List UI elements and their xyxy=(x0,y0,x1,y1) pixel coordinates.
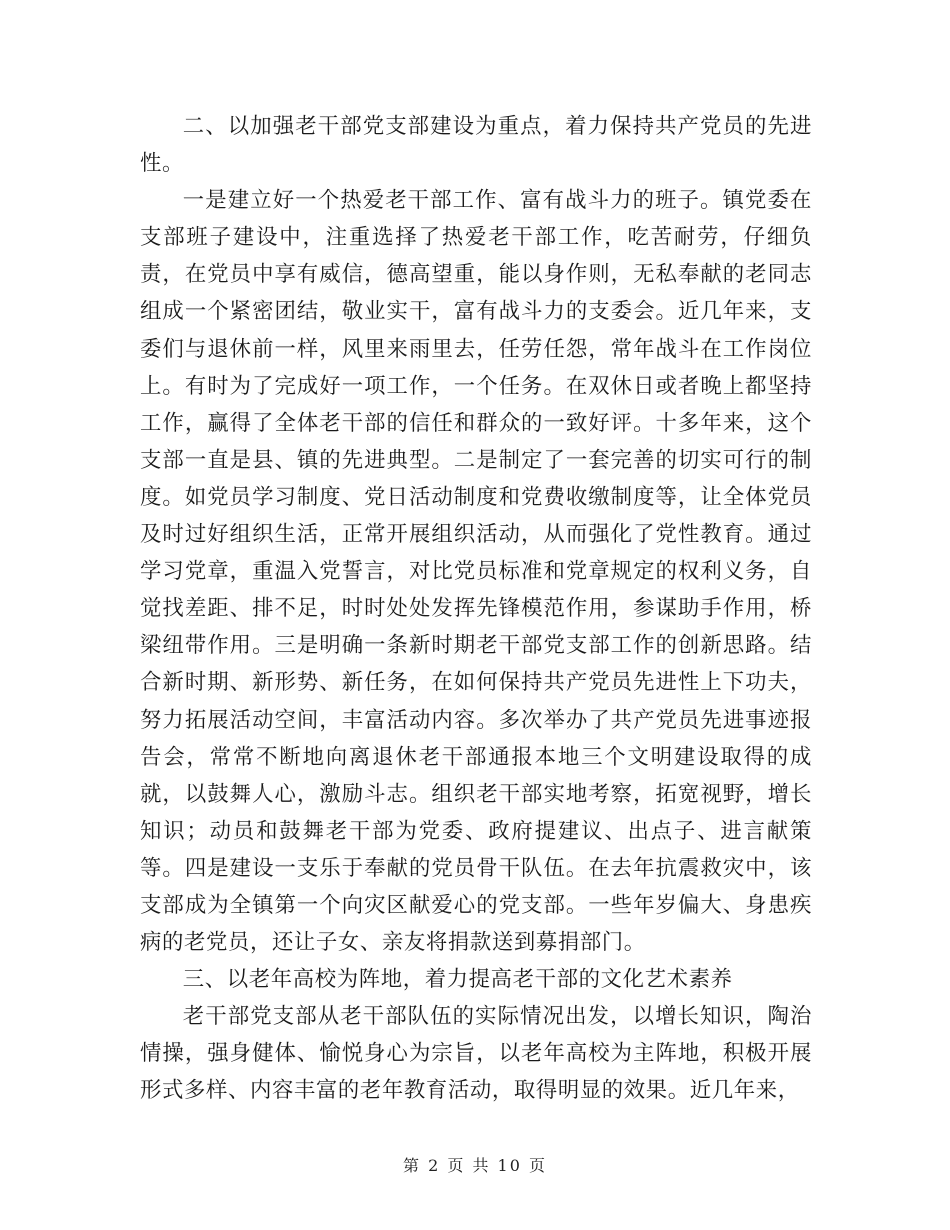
body-paragraph: 老干部党支部从老干部队伍的实际情况出发，以增长知识，陶治情操，强身健体、愉悦身心为宗旨，以老年高校为主阵地，积极开展形式多样、内容丰富的老年教育活动，取得明显的效果。近几年来， xyxy=(140,1004,812,1104)
page-number: 第 2 页 共 10 页 xyxy=(403,1156,547,1175)
body-paragraph: 一是建立好一个热爱老干部工作、富有战斗力的班子。镇党委在支部班子建设中，注重选择了热爱老干部工作，吃苦耐劳，仔细负责，在党员中享有威信，德高望重，能以身作则，无私奉献的老同志组成一个紧密团结，敬业实干，富有战斗力的支委会。近几年来，支委们与退休前一样，风里来雨里去，任劳任怨，常年战斗在工作岗位上。有时为了完成好一项工作，一个任务。在双休日或者晚上都坚持工作，赢得了全体老干部的信任和群众的一致好评。十多年来，这个支部一直是县、镇的先进典型。二是制定了一套完善的切实可行的制度。如党员学习制度、党日活动制度和党费收缴制度等，让全体党员及时过好组织生活，正常开展组织活动，从而强化了党性教育。通过学习党章，重温入党誓言，对比党员标准和党章规定的权利义务，自觉找差距、排不足，时时处处发挥先锋模范作用，参谋助手作用，桥梁纽带作用。三是明确一条新时期老干部党支部工作的创新思路。结合新时期、新形势、新任务，在如何保持共产党员先进性上下功夫，努力拓展活动空间，丰富活动内容。多次举办了共产党员先进事迹报告会，常常不断地向离退休老干部通报本地三个文明建设取得的成就，以鼓舞人心，激励斗志。组织老干部实地考察，拓宽视野，增长知识；动员和鼓舞老干部为党委、政府提建议、出点子、进言献策等。四是建设一支乐于奉献的党员骨干队伍。在去年抗震救灾中，该支部成为全镇第一个向灾区献爱心的党支部。一些年岁偏大、身患疾病的老党员，还让子女、亲友将捐款送到募捐部门。 xyxy=(140,188,812,956)
document-body xyxy=(140,108,812,1110)
page-footer xyxy=(0,1153,950,1176)
section-heading-two: 二、以加强老干部党支部建设为重点，着力保持共产党员的先进性。 xyxy=(140,114,812,177)
section-heading-three: 三、以老年高校为阵地，着力提高老干部的文化艺术素养 xyxy=(182,967,733,993)
